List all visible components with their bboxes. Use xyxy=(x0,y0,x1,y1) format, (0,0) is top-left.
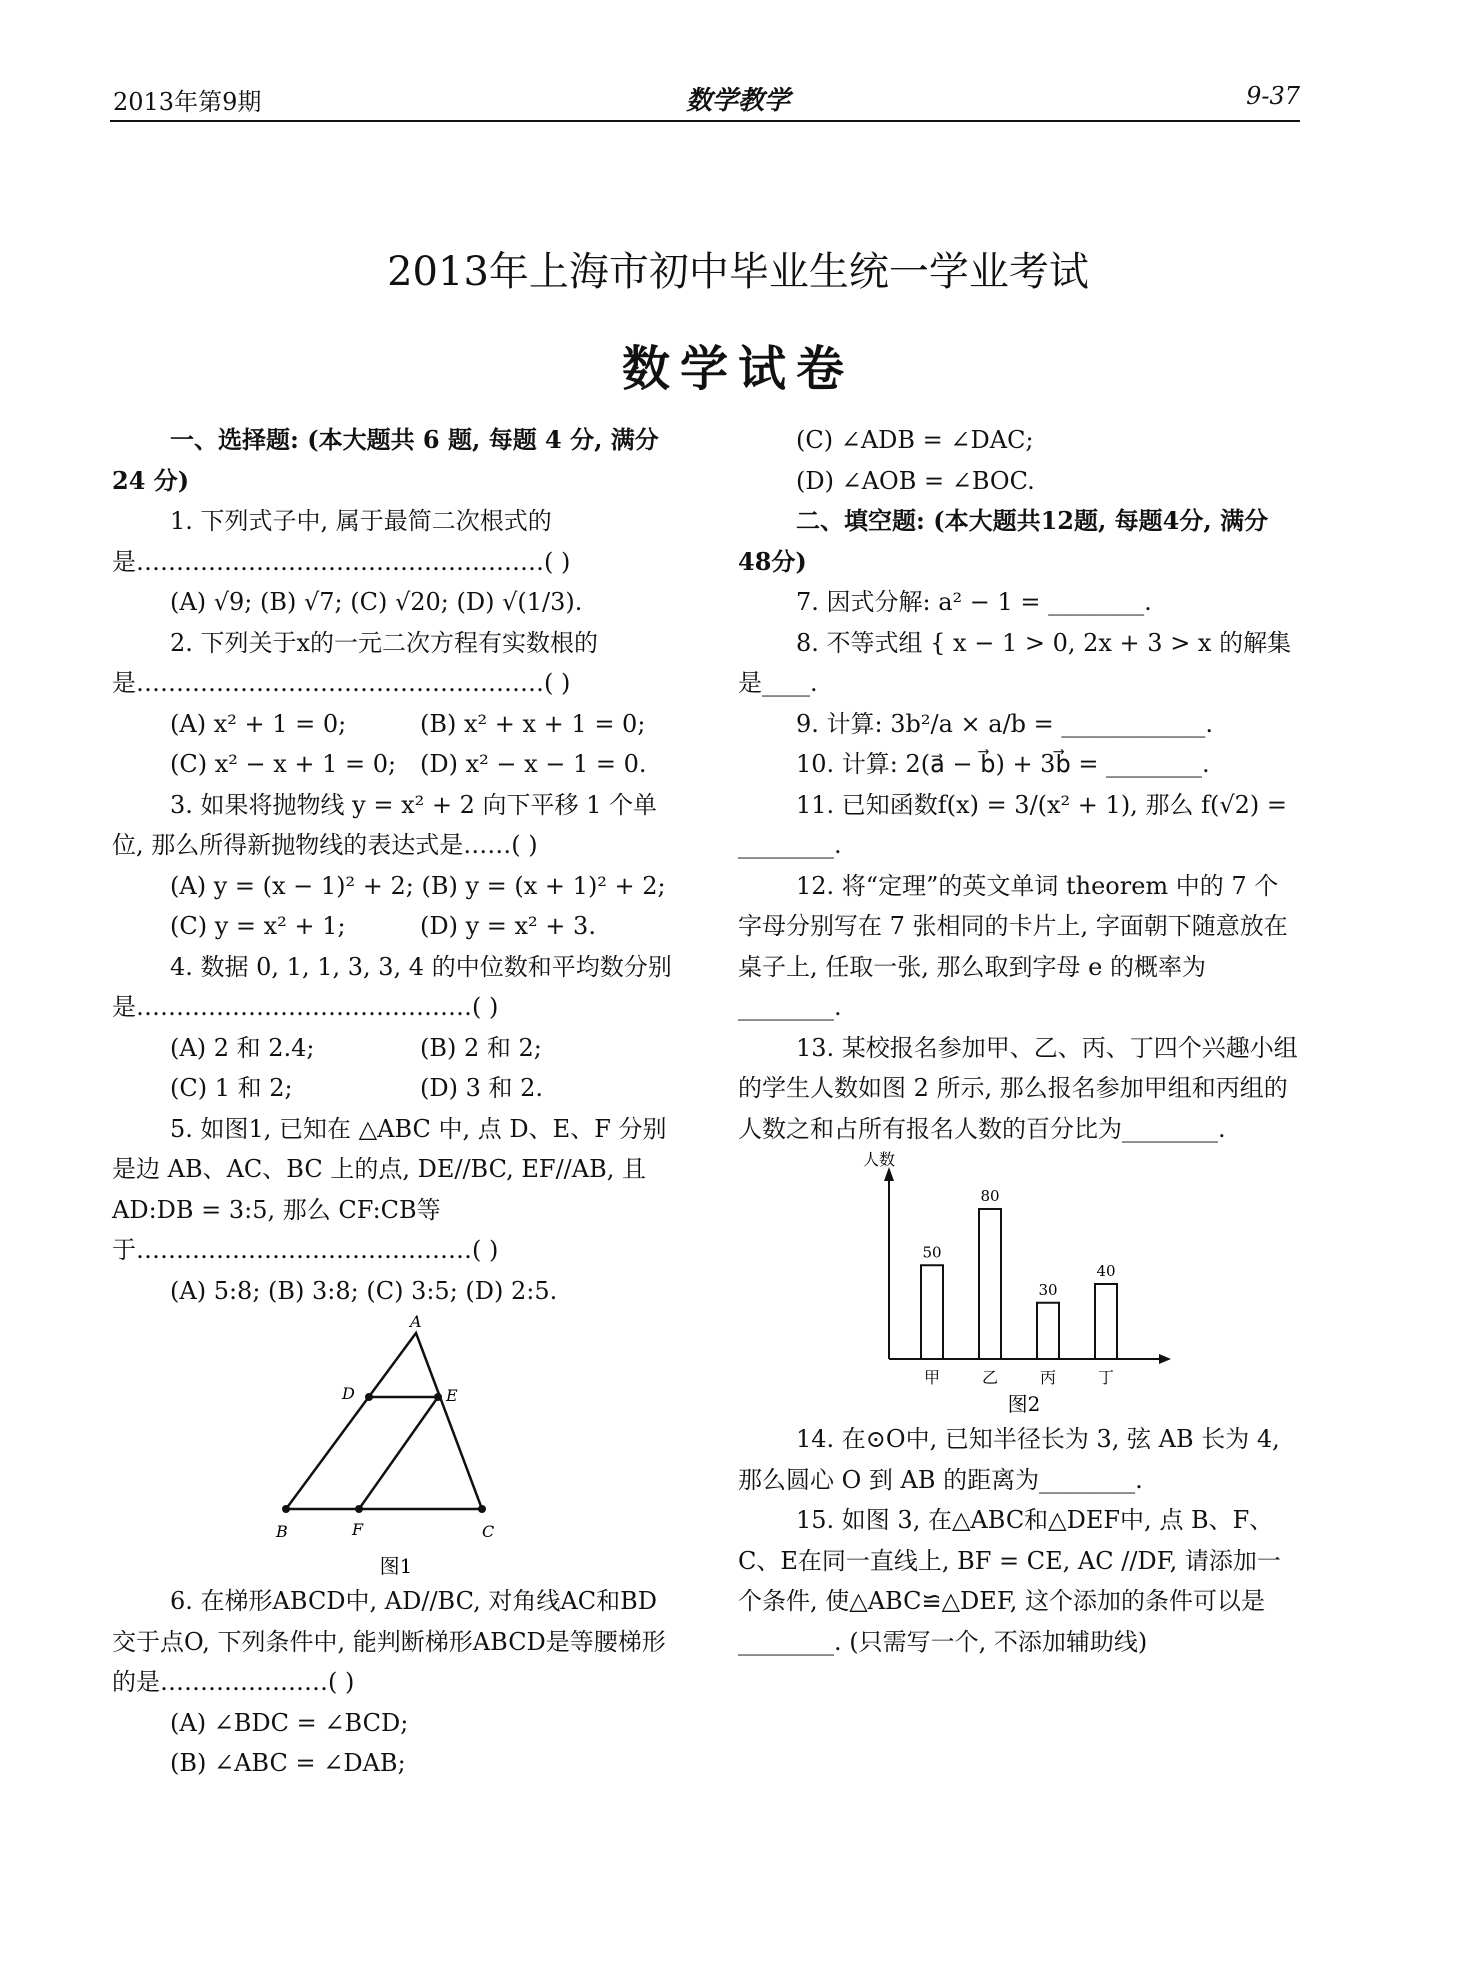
q2-option-d: (D) x² − x − 1 = 0. xyxy=(420,750,647,778)
point-b xyxy=(282,1505,290,1513)
triangle-abc xyxy=(286,1333,482,1509)
question-2: 2. 下列关于x的一元二次方程有实数根的是……………………………………………( ) xyxy=(112,628,599,697)
label-c: C xyxy=(482,1522,495,1541)
q2-option-a: (A) x² + 1 = 0; xyxy=(170,709,347,738)
figure-2-caption: 图2 xyxy=(1007,1392,1041,1416)
question-6-option-c: (C) ∠ADB = ∠DAC; xyxy=(796,426,1034,454)
category-label: 甲 xyxy=(923,1368,941,1387)
right-column xyxy=(738,420,1300,1662)
bar-value-label: 80 xyxy=(980,1187,1000,1205)
question-6-option-b: (B) ∠ABC = ∠DAB; xyxy=(170,1749,406,1777)
question-14: 14. 在⊙O中, 已知半径长为 3, 弦 AB 长为 4, 那么圆心 O 到 AB 的距离为________. xyxy=(738,1425,1280,1494)
bar-2 xyxy=(979,1209,1001,1359)
y-axis-label: 人数 xyxy=(863,1150,896,1169)
category-label: 丙 xyxy=(1039,1368,1057,1387)
question-8: 8. 不等式组 { x − 1 > 0, 2x + 3 > x 的解集是____. xyxy=(738,628,1292,697)
question-2-options-ab xyxy=(112,704,680,745)
bar-value-label: 40 xyxy=(1096,1262,1116,1280)
figure-1-caption: 图1 xyxy=(379,1554,413,1578)
question-4: 4. 数据 0, 1, 1, 3, 3, 4 的中位数和平均数分别是……………………………………( ) xyxy=(112,952,672,1021)
bar-1 xyxy=(921,1265,943,1359)
section-1-heading: 一、选择题: (本大题共 6 题, 每题 4 分, 满分 24 分) xyxy=(112,425,659,495)
label-b: B xyxy=(276,1522,288,1541)
exam-title: 2013年上海市初中毕业生统一学业考试 xyxy=(387,249,1089,295)
figure-2-bar-chart xyxy=(849,1149,1189,1419)
question-11: 11. 已知函数f(x) = 3/(x² + 1), 那么 f(√2) = ________. xyxy=(738,790,1287,859)
point-f xyxy=(355,1505,363,1513)
question-6-option-d: (D) ∠AOB = ∠BOC. xyxy=(796,466,1035,495)
bar-4 xyxy=(1095,1284,1117,1359)
question-7: 7. 因式分解: a² − 1 = ________. xyxy=(796,588,1152,616)
q4-option-c: (C) 1 和 2; xyxy=(170,1074,293,1102)
question-12: 12. 将“定理”的英文单词 theorem 中的 7 个字母分别写在 7 张相同的卡片上, 字面朝下随意放在桌子上, 任取一张, 那么取到字母 e 的概率为________. xyxy=(738,871,1288,1021)
label-f: F xyxy=(352,1520,364,1539)
category-label: 丁 xyxy=(1097,1368,1115,1387)
q2-option-c: (C) x² − x + 1 = 0; xyxy=(170,750,397,778)
question-3-options-ab: (A) y = (x − 1)² + 2; (B) y = (x + 1)² + 2; xyxy=(170,871,666,900)
header-issue: 2013年第9期 xyxy=(113,88,262,116)
x-axis-arrow xyxy=(1159,1354,1171,1364)
header-journal: 数学教学 xyxy=(685,86,790,116)
question-5-options: (A) 5:8; (B) 3:8; (C) 3:5; (D) 2:5. xyxy=(170,1276,558,1305)
category-label: 乙 xyxy=(981,1368,999,1387)
question-1: 1. 下列式子中, 属于最简二次根式的是……………………………………………( ) xyxy=(112,507,571,576)
exam-subtitle: 数学试卷 xyxy=(621,341,854,397)
bar-value-label: 30 xyxy=(1038,1280,1058,1299)
segment-ef xyxy=(359,1397,438,1509)
figure-1-triangle xyxy=(246,1311,546,1581)
label-d: D xyxy=(342,1384,355,1403)
y-axis-arrow xyxy=(884,1167,894,1181)
q4-option-a: (A) 2 和 2.4; xyxy=(170,1033,315,1062)
question-9: 9. 计算: 3b²/a × a/b = ____________. xyxy=(796,709,1214,738)
point-c xyxy=(478,1505,486,1513)
question-4-options-ab xyxy=(112,1028,680,1069)
label-a: A xyxy=(410,1312,422,1331)
question-3: 3. 如果将抛物线 y = x² + 2 向下平移 1 个单位, 那么所得新抛物线的表达式是……( ) xyxy=(112,790,658,859)
q4-option-b: (B) 2 和 2; xyxy=(420,1033,542,1062)
q4-option-d: (D) 3 和 2. xyxy=(420,1074,544,1102)
point-d xyxy=(365,1393,373,1401)
question-10: 10. 计算: 2(a⃗ − b⃗) + 3b⃗ = ________. xyxy=(796,750,1210,778)
question-15: 15. 如图 3, 在△ABC和△DEF中, 点 B、F、C、E在同一直线上, BF = CE, AC //DF, 请添加一个条件, 使△ABC≌△DEF, 这个添加的条件可以是________. (只需写一个, 不添加辅助线) xyxy=(738,1506,1281,1656)
bar-value-label: 50 xyxy=(922,1243,942,1262)
q3-option-d: (D) y = x² + 3. xyxy=(420,912,596,940)
question-5: 5. 如图1, 已知在 △ABC 中, 点 D、E、F 分别是边 AB、AC、BC 上的点, DE//BC, EF//AB, 且 AD:DB = 3:5, 那么 CF:CB等于……………………………………( ) xyxy=(112,1114,667,1264)
question-13: 13. 某校报名参加甲、乙、丙、丁四个兴趣小组的学生人数如图 2 所示, 那么报名参加甲组和丙组的人数之和占所有报名人数的百分比为________. xyxy=(738,1033,1298,1143)
header-page: 9-37 xyxy=(1246,82,1300,110)
q3-option-c: (C) y = x² + 1; xyxy=(170,912,346,940)
bar-3 xyxy=(1037,1303,1059,1359)
question-6: 6. 在梯形ABCD中, AD//BC, 对角线AC和BD交于点O, 下列条件中, 能判断梯形ABCD是等腰梯形的是…………………( ) xyxy=(112,1587,666,1696)
left-column xyxy=(112,420,680,1784)
question-4-options-cd xyxy=(112,1068,680,1109)
header-rule xyxy=(110,120,1300,122)
label-e: E xyxy=(446,1386,458,1405)
question-6-option-a: (A) ∠BDC = ∠BCD; xyxy=(170,1708,409,1737)
question-2-options-cd xyxy=(112,744,680,785)
q2-option-b: (B) x² + x + 1 = 0; xyxy=(420,709,646,738)
point-e xyxy=(434,1393,442,1401)
section-2-heading: 二、填空题: (本大题共12题, 每题4分, 满分48分) xyxy=(738,506,1269,576)
question-1-options: (A) √9; (B) √7; (C) √20; (D) √(1/3). xyxy=(170,588,583,616)
question-3-options-cd xyxy=(112,906,680,947)
